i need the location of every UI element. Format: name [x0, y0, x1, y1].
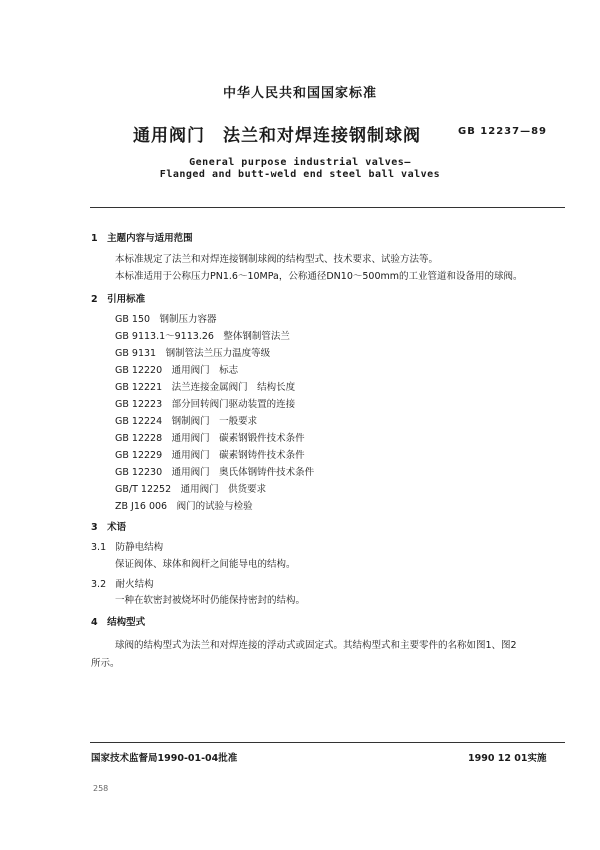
reference-item: GB 12224 钢制阀门 一般要求: [115, 416, 258, 427]
section4-heading: 4 结构型式: [91, 617, 146, 628]
effective-date: 1990 12 01实施: [468, 753, 547, 764]
approval-date: 国家技术监督局1990-01-04批准: [91, 753, 238, 764]
reference-item: GB 12221 法兰连接金属阀门 结构长度: [115, 382, 296, 393]
top-divider: [90, 207, 565, 208]
standard-number: GB 12237—89: [458, 126, 548, 137]
section4-para-line2: 所示。: [91, 658, 120, 669]
section3-1-heading: 3.1 防静电结构: [91, 542, 164, 553]
section1-para1: 本标准规定了法兰和对焊连接钢制球阀的结构型式、技术要求、试验方法等。: [115, 254, 439, 265]
reference-item: GB 12223 部分回转阀门驱动装置的连接: [115, 399, 296, 410]
document-title: 通用阀门 法兰和对焊连接钢制球阀: [133, 126, 421, 146]
section3-2-heading: 3.2 耐火结构: [91, 579, 154, 590]
bottom-divider: [90, 742, 565, 743]
section2-heading: 2 引用标准: [91, 294, 146, 305]
section1-para2: 本标准适用于公称压力PN1.6～10MPa，公称通径DN10～500mm的工业管道和设备用的球阀。: [115, 271, 523, 282]
reference-item: ZB J16 006 阀门的试验与检验: [115, 501, 253, 512]
reference-item: GB 150 钢制压力容器: [115, 314, 217, 325]
section3-heading: 3 术语: [91, 522, 127, 533]
reference-item: GB 9131 钢制管法兰压力温度等级: [115, 348, 271, 359]
page-number: 258: [93, 784, 109, 793]
english-title-line1: General purpose industrial valves—: [189, 157, 411, 168]
national-standard-heading: 中华人民共和国国家标准: [222, 86, 377, 101]
reference-item: GB 12229 通用阀门 碳素钢铸件技术条件: [115, 450, 305, 461]
section3-1-text: 保证阀体、球体和阀杆之间能导电的结构。: [115, 559, 296, 570]
english-title-line2: Flanged and butt-weld end steel ball valves: [159, 169, 441, 180]
reference-item: GB 9113.1～9113.26 整体钢制管法兰: [115, 331, 290, 342]
section3-2-text: 一种在软密封被烧坏时仍能保持密封的结构。: [115, 595, 306, 606]
reference-item: GB 12220 通用阀门 标志: [115, 365, 239, 376]
section4-para-line1: 球阀的结构型式为法兰和对焊连接的浮动式或固定式。其结构型式和主要零件的名称如图1、图2: [115, 640, 517, 651]
reference-item: GB/T 12252 通用阀门 供货要求: [115, 484, 267, 495]
reference-item: GB 12228 通用阀门 碳素钢锻件技术条件: [115, 433, 305, 444]
reference-item: GB 12230 通用阀门 奥氏体钢铸件技术条件: [115, 467, 315, 478]
section1-heading: 1 主题内容与适用范围: [91, 233, 193, 244]
